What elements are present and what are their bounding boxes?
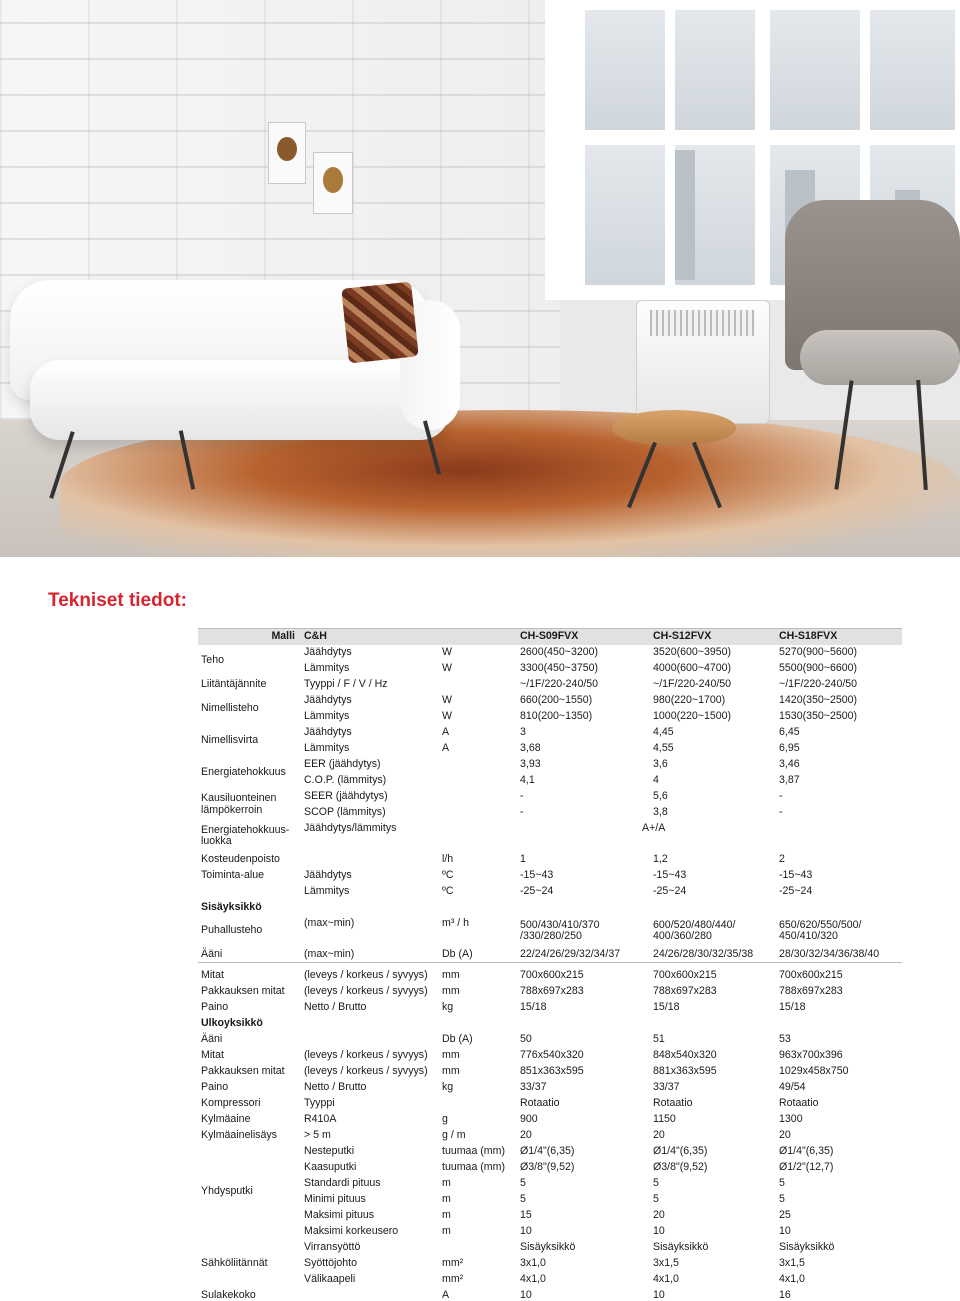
picture-frame xyxy=(268,122,306,184)
row-label: Sähköliitännät xyxy=(201,1256,268,1269)
table-row: Minimi pituus m 5 5 5 xyxy=(304,1192,785,1205)
table-row: Lämmitys ºC -25~24 -25~24 -25~24 xyxy=(304,884,813,897)
table-row: Kaasuputki tuumaa (mm) Ø3/8"(9,52) Ø3/8"(9,52) Ø1/2"(12,7) xyxy=(304,1160,834,1173)
table-row: Kylmäaine R410A g 900 1150 1300 xyxy=(198,1112,902,1128)
table-row: Standardi pituus m 5 5 5 xyxy=(304,1176,785,1189)
row-label: Energiatehokkuus xyxy=(201,765,286,778)
table-row: Mitat (leveys / korkeus / syvyys) mm 700x600x215 700x600x215 700x600x215 xyxy=(198,968,902,984)
row-label: Kylmäainelisäys xyxy=(201,1128,277,1141)
row-label: Paino xyxy=(201,1080,229,1093)
table-row: Lämmitys W 810(200~1350) 1000(220~1500) 1530(350~2500) xyxy=(304,709,858,722)
table-row: Kausiluonteinen lämpökerroin SEER (jäähdytys) - 5,6 - xyxy=(198,789,902,805)
row-label: Teho xyxy=(201,653,224,666)
row-label: Kompressori xyxy=(201,1096,261,1109)
table-row: Energiatehokkuus-luokka Jäähdytys/lämmitys A+/A xyxy=(198,821,902,852)
table-row: Kosteudenpoisto l/h 1 1,2 2 xyxy=(198,852,902,868)
header-model: CH-S18FVX xyxy=(776,629,902,645)
header-model: CH-S09FVX xyxy=(517,629,650,645)
section-title-indoor: Sisäyksikkö xyxy=(201,900,262,913)
row-label: Pakkauksen mitat xyxy=(201,1064,285,1077)
pillow xyxy=(341,282,418,364)
row-label: Kausiluonteinen lämpökerroin xyxy=(201,792,277,816)
table-row: Lämmitys W 3300(450~3750) 4000(600~4700) 5500(900~6600) xyxy=(304,661,858,674)
table-row: Mitat (leveys / korkeus / syvyys) mm 776x540x320 848x540x320 963x700x396 xyxy=(198,1048,902,1064)
header-brand: C&H xyxy=(301,629,517,645)
table-row: Syöttöjohto mm² 3x1,0 3x1,5 3x1,5 xyxy=(304,1256,805,1269)
table-row: Nimellisvirta Jäähdytys A 3 4,45 6,45 xyxy=(198,725,902,741)
page-title: Tekniset tiedot: xyxy=(48,590,187,611)
table-row: Maksimi korkeusero m 10 10 10 xyxy=(304,1224,791,1237)
table-row: Paino Netto / Brutto kg 33/37 33/37 49/54 xyxy=(198,1080,902,1096)
table-row: Ääni Db (A) 50 51 53 xyxy=(198,1032,902,1048)
section-title-outdoor: Ulkoyksikkö xyxy=(201,1016,263,1029)
table-row: Sähköliitännät Virransyöttö Sisäyksikkö Sisäyksikkö Sisäyksikkö xyxy=(198,1240,902,1256)
row-label: Nimellisteho xyxy=(201,701,259,714)
table-row: Nimellisteho Jäähdytys W 660(200~1550) 980(220~1700) 1420(350~2500) xyxy=(198,693,902,709)
table-row: SCOP (lämmitys) - 3,8 - xyxy=(304,805,783,818)
row-label: Liitäntäjännite xyxy=(201,677,267,690)
row-label: Kosteudenpoisto xyxy=(201,852,280,865)
row-label: Ääni xyxy=(201,1032,223,1045)
row-label: Mitat xyxy=(201,968,224,981)
table-row: Paino Netto / Brutto kg 15/18 15/18 15/18 xyxy=(198,1000,902,1016)
row-label: Yhdysputki xyxy=(201,1184,253,1197)
product-photo xyxy=(0,0,960,557)
header-malli: Malli xyxy=(198,629,301,645)
table-row: Energiatehokkuus EER (jäähdytys) 3,93 3,6 3,46 xyxy=(198,757,902,773)
spec-table xyxy=(198,628,902,1301)
table-row: Lämmitys A 3,68 4,55 6,95 xyxy=(304,741,800,754)
table-row: Puhallusteho (max~min) m³ / h 500/430/410/370 /330/280/250 600/520/480/440/ 400/360/280 650/620/550/500/ 450/410/320 xyxy=(198,916,902,947)
table-row: Välikaapeli mm² 4x1,0 4x1,0 4x1,0 xyxy=(304,1272,805,1285)
table-row: Sulakekoko A 10 10 16 xyxy=(198,1288,902,1301)
row-label: Toiminta-alue xyxy=(201,868,265,881)
table-row: Kompressori Tyyppi Rotaatio Rotaatio Rotaatio xyxy=(198,1096,902,1112)
table-row: Yhdysputki Nesteputki tuumaa (mm) Ø1/4"(6,35) Ø1/4"(6,35) Ø1/4"(6,35) xyxy=(198,1144,902,1160)
row-label: Kylmäaine xyxy=(201,1112,251,1125)
table-row: Pakkauksen mitat (leveys / korkeus / syvyys) mm 851x363x595 881x363x595 1029x458x750 xyxy=(198,1064,902,1080)
table-row: Maksimi pituus m 15 20 25 xyxy=(304,1208,791,1221)
table-row: Pakkauksen mitat (leveys / korkeus / syvyys) mm 788x697x283 788x697x283 788x697x283 xyxy=(198,984,902,1000)
row-label: Ääni xyxy=(198,947,301,963)
row-label: Paino xyxy=(201,1000,229,1013)
table-row: Toiminta-alue Jäähdytys ºC -15~43 -15~43 -15~43 xyxy=(198,868,902,884)
row-label: Puhallusteho xyxy=(201,924,263,937)
table-row: Kylmäainelisäys > 5 m g / m 20 20 20 xyxy=(198,1128,902,1144)
row-label: Energiatehokkuus-luokka xyxy=(201,823,290,847)
row-label: Nimellisvirta xyxy=(201,733,259,746)
table-row: Liitäntäjännite Tyyppi / F / V / Hz ~/1F/220-240/50 ~/1F/220-240/50 ~/1F/220-240/50 xyxy=(198,677,902,693)
table-row: Teho Jäähdytys W 2600(450~3200) 3520(600~3950) 5270(900~5600) xyxy=(198,645,902,661)
table-header-row xyxy=(198,629,902,645)
side-table xyxy=(612,410,736,446)
row-label: Sulakekoko xyxy=(198,1288,439,1301)
table-row: Ääni (max~min) Db (A) 22/24/26/29/32/34/37 24/26/28/30/32/35/38 28/30/32/34/36/38/40 xyxy=(198,947,902,963)
row-label: Mitat xyxy=(201,1048,224,1061)
table-row: C.O.P. (lämmitys) 4,1 4 3,87 xyxy=(304,773,800,786)
picture-frame xyxy=(313,152,353,214)
row-label: Pakkauksen mitat xyxy=(201,984,285,997)
header-model: CH-S12FVX xyxy=(650,629,776,645)
